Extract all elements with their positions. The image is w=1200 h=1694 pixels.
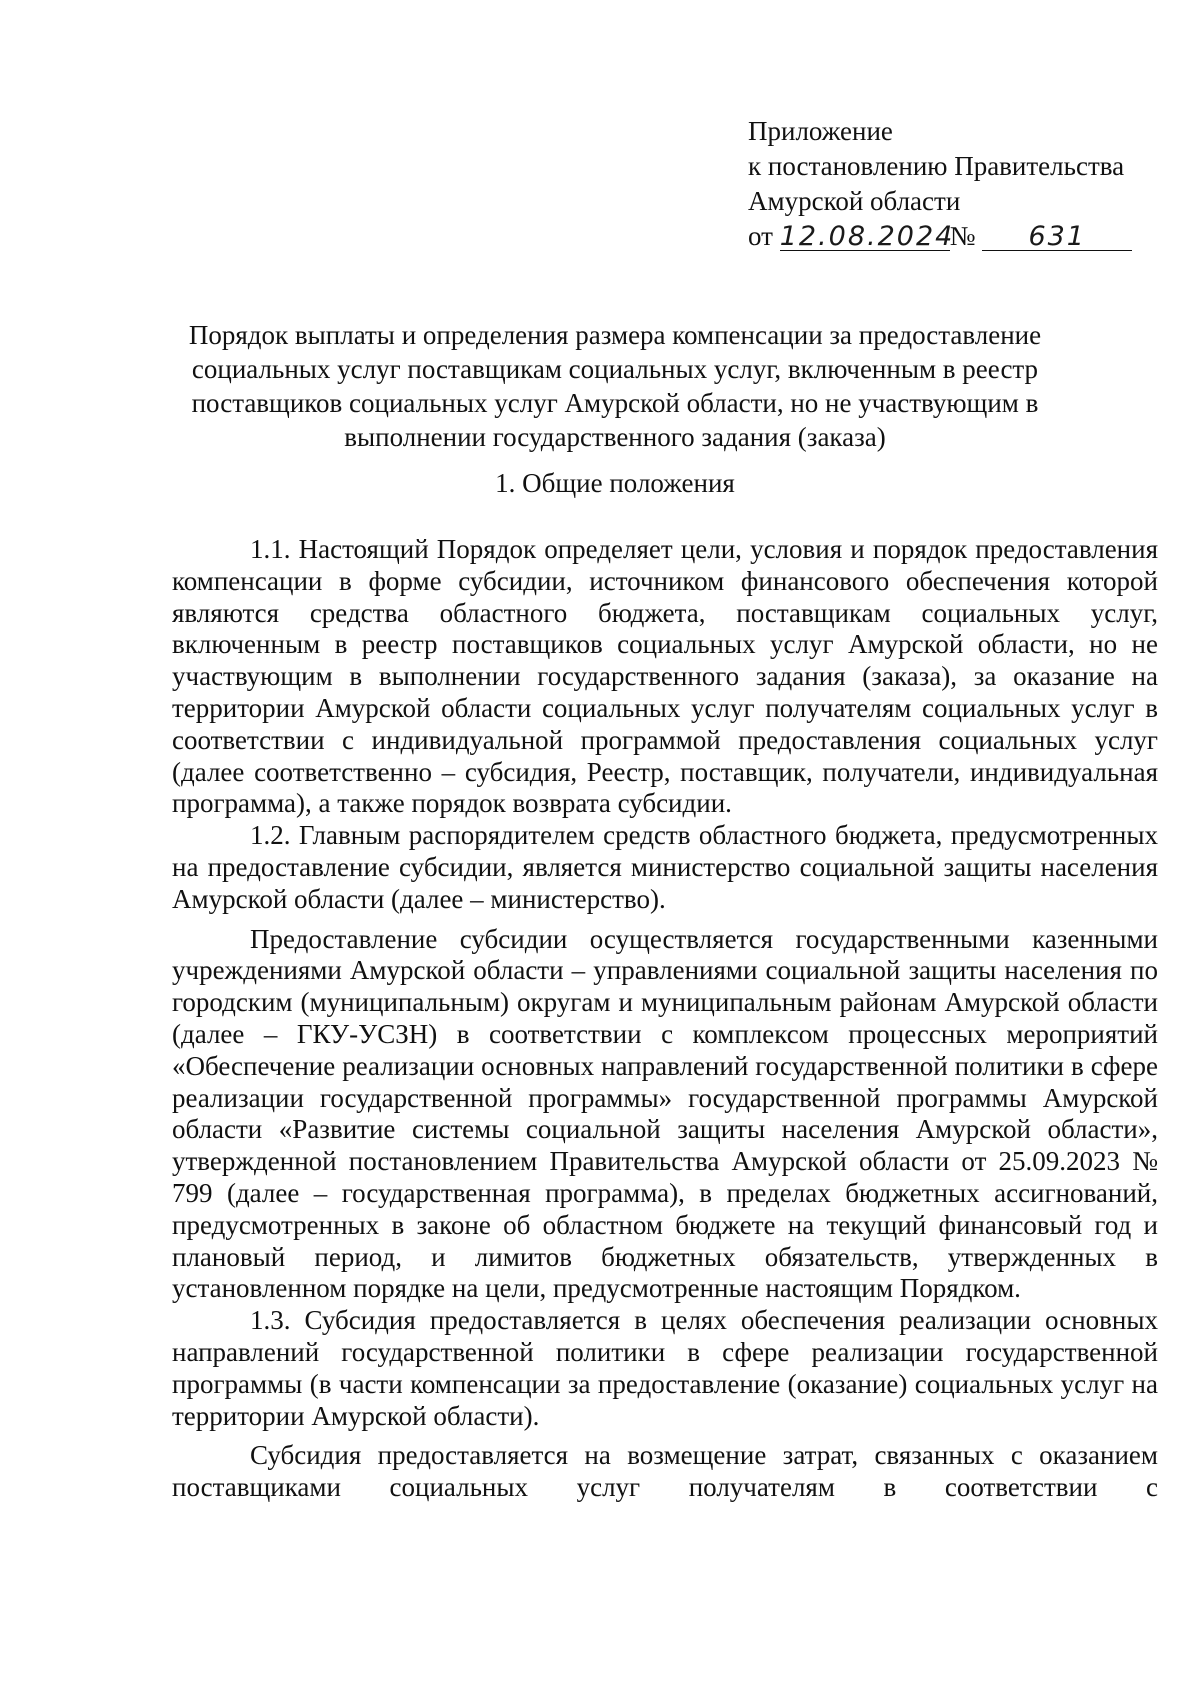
section-heading: 1. Общие положения	[495, 468, 735, 498]
paragraph-subsidy-purpose: Субсидия предоставляется на возмещение затрат, связанных с оказанием поставщиками социальных услуг получателям в соответствии с	[172, 1440, 1158, 1503]
paragraph-subsidy-provision: Предоставление субсидии осуществляется государственными казенными учреждениями Амурской области – управлениями социальной защиты населения по городским (муниципальным) округам и муниципальным районам Амурской области (далее – ГКУ-УСЗН) в соответствии с комплексом процессных мероприятий «Обеспечение реализации основных направлений государственной политики в сфере реализации государственной программы» государственной программы Амурской области «Развитие системы социальной защиты населения Амурской области», утвержденной постановлением Правительства Амурской области от 25.09.2023 № 799 (далее – государственная программа), в пределах бюджетных ассигнований, предусмотренных в законе об областном бюджете на текущий финансовый год и плановый период, и лимитов бюджетных обязательств, утвержденных в установленном порядке на цели, предусмотренные настоящим Порядком.	[172, 923, 1158, 1304]
appendix-region: Амурской области	[748, 186, 961, 216]
document-title	[180, 318, 1050, 454]
title-line: выполнении государственного задания (заказа)	[344, 422, 886, 452]
date-prefix: от	[748, 221, 773, 251]
handwritten-number-field	[982, 223, 1132, 251]
appendix-title: Приложение	[748, 116, 893, 146]
number-label: №	[949, 221, 976, 251]
paragraph-1-2: 1.2. Главным распорядителем средств областного бюджета, предусмотренных на предоставление субсидии, является министерство социальной защиты населения Амурской области (далее – министерство).	[172, 820, 1158, 914]
handwritten-number: 631	[1028, 221, 1086, 252]
handwritten-date: 12.08.2024	[779, 221, 955, 252]
title-line: поставщиков социальных услуг Амурской области, но не участвующим в	[191, 388, 1039, 418]
title-line: социальных услуг поставщикам социальных услуг, включенным в реестр	[191, 354, 1039, 384]
paragraph-1-3: 1.3. Субсидия предоставляется в целях обеспечения реализации основных направлений государственной политики в сфере реализации государственной программы (в части компенсации за предоставление (оказание) социальных услуг на территории Амурской области).	[172, 1305, 1158, 1431]
appendix-block	[748, 114, 1148, 254]
appendix-date-number-line	[748, 219, 1148, 254]
document-body	[172, 534, 1158, 1504]
paragraph-1-1: 1.1. Настоящий Порядок определяет цели, условия и порядок предоставления компенсации в форме субсидии, источником финансового обеспечения которой являются средства областного бюджета, поставщикам социальных услуг, включенным в реестр поставщиков социальных услуг Амурской области, но не участвующим в выполнении государственного задания (заказа), за оказание на территории Амурской области социальных услуг получателям социальных услуг в соответствии с индивидуальной программой предоставления социальных услуг (далее соответственно – субсидия, Реестр, поставщик, получатели, индивидуальная программа), а также порядок возврата субсидии.	[172, 534, 1158, 819]
appendix-reference: к постановлению Правительства	[748, 151, 1125, 181]
handwritten-date-field	[779, 221, 955, 252]
title-line: Порядок выплаты и определения размера компенсации за предоставление	[188, 320, 1042, 350]
